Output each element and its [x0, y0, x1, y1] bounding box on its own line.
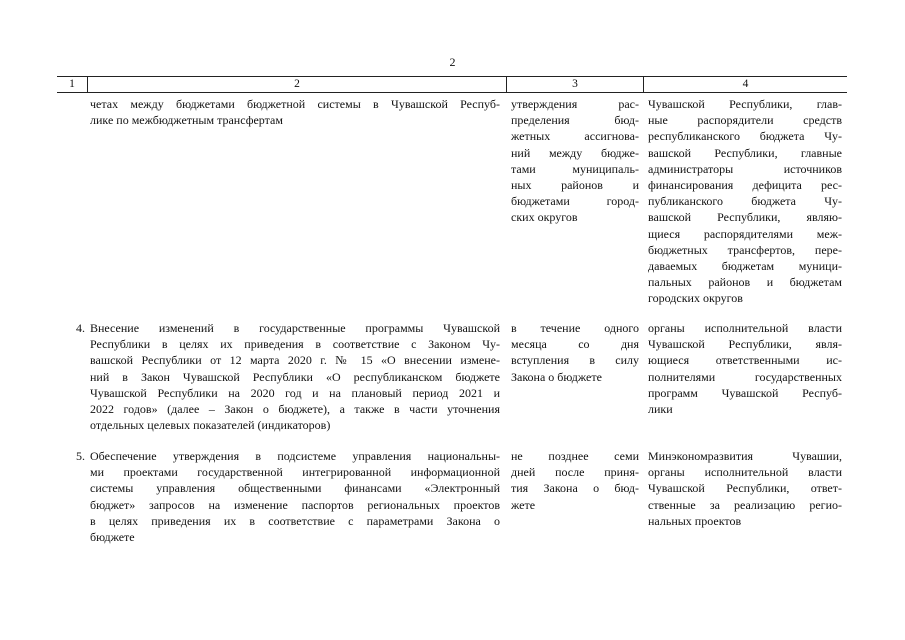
text-line: бюджете — [90, 530, 135, 545]
text-line: четах между бюджетами бюджетной системы в Чувашской Респуб- — [90, 97, 500, 111]
text-line: ющиеся ответственными ис- — [648, 353, 842, 368]
text-line: Внесение изменений в государственные программы Чувашской — [90, 321, 500, 335]
text-line: вашской Республики, главные — [648, 145, 842, 160]
text-line: бюджет» запросов на изменение паспортов региональных проектов — [90, 497, 500, 512]
header-col-1: 1 — [69, 78, 75, 90]
text-line: месяца со дня — [511, 337, 639, 352]
text-line: в целях приведения их в соответствие с параметрами Закона о — [90, 513, 500, 528]
text-line: щиеся распорядителями меж- — [648, 226, 842, 241]
text-line: ний в Закон Чувашской Республики «О республиканском бюджете — [90, 369, 500, 384]
text-line: пределения бюд- — [511, 113, 639, 128]
deadline — [511, 96, 639, 226]
text-line: Чувашской Республики, явля- — [648, 337, 842, 352]
deadline — [511, 320, 639, 385]
text-line: нальных проектов — [648, 513, 742, 528]
text-line: вступления в силу — [511, 353, 639, 368]
text-line: лики — [648, 402, 673, 417]
text-line: утверждения рас- — [511, 97, 639, 111]
text-line: городских округов — [648, 291, 743, 306]
text-line: лике по межбюджетным трансфертам — [90, 113, 283, 128]
text-line: тами муниципаль- — [511, 161, 639, 176]
page-number: 2 — [449, 55, 456, 69]
text-line: Обеспечение утверждения в подсистеме управления национальны- — [90, 449, 500, 463]
responsible — [648, 96, 842, 307]
text-line: вашской Республики от 12 марта 2020 г. № 15 «О внесении измене- — [90, 353, 500, 368]
measure-description — [90, 448, 500, 545]
text-line: полнителями государственных — [648, 369, 842, 384]
text-line: органы исполнительной власти — [648, 465, 842, 480]
text-line: пальных районов и бюджетам — [648, 275, 842, 290]
text-line: ственные за реализацию регио- — [648, 497, 842, 512]
text-line: жете — [511, 497, 536, 512]
text-line: тия Закона о бюд- — [511, 481, 639, 496]
text-line: Чувашской Республики на 2020 год и на плановый период 2021 и — [90, 385, 500, 400]
responsible — [648, 448, 842, 529]
text-line: Минэкономразвития Чувашии, — [648, 449, 842, 463]
text-line: даваемых бюджетам муници- — [648, 259, 842, 274]
text-line: органы исполнительной власти — [648, 321, 842, 335]
text-line: ных районов и — [511, 178, 639, 193]
header-col-4: 4 — [742, 78, 749, 90]
text-line: публиканского бюджета Чу- — [648, 194, 842, 209]
text-line: жетных ассигнова- — [511, 129, 639, 144]
text-line: вашской Республики, являю- — [648, 210, 842, 225]
header-col-2: 2 — [294, 78, 300, 90]
table-header — [57, 76, 847, 93]
text-line: ских округов — [511, 210, 578, 225]
deadline — [511, 448, 639, 513]
text-line: Чувашской Республики, ответ- — [648, 481, 842, 496]
measure-description — [90, 96, 500, 128]
text-line: ний между бюдже- — [511, 145, 639, 160]
row-number: 4. — [76, 321, 85, 335]
text-line: Республики в целях их приведения в соответствие с Законом Чу- — [90, 337, 500, 352]
text-line: Закона о бюджете — [511, 369, 602, 384]
text-line: отдельных целевых показателей (индикаторов) — [90, 418, 331, 433]
text-line: в течение одного — [511, 321, 639, 335]
text-line: финансирования дефицита рес- — [648, 178, 842, 193]
text-line: Чувашской Республики, глав- — [648, 97, 842, 111]
row-number: 5. — [76, 449, 85, 463]
text-line: дней после приня- — [511, 465, 639, 480]
text-line: бюджетами город- — [511, 194, 639, 209]
text-line: не позднее семи — [511, 449, 639, 463]
text-line: бюджетных трансфертов, пере- — [648, 242, 842, 257]
text-line: системы управления общественными финансами «Электронный — [90, 481, 500, 496]
measure-description — [90, 320, 500, 433]
header-col-3: 3 — [572, 78, 578, 90]
text-line: ные распорядители средств — [648, 113, 842, 128]
text-line: администраторы источников — [648, 161, 842, 176]
text-line: ми проектами государственной интегрированной информационной — [90, 465, 500, 480]
text-line: республиканского бюджета Чу- — [648, 129, 842, 144]
text-line: 2022 годов» (далее – Закон о бюджете), а также в части уточнения — [90, 402, 500, 417]
responsible — [648, 320, 842, 417]
text-line: программ Чувашской Респуб- — [648, 385, 842, 400]
